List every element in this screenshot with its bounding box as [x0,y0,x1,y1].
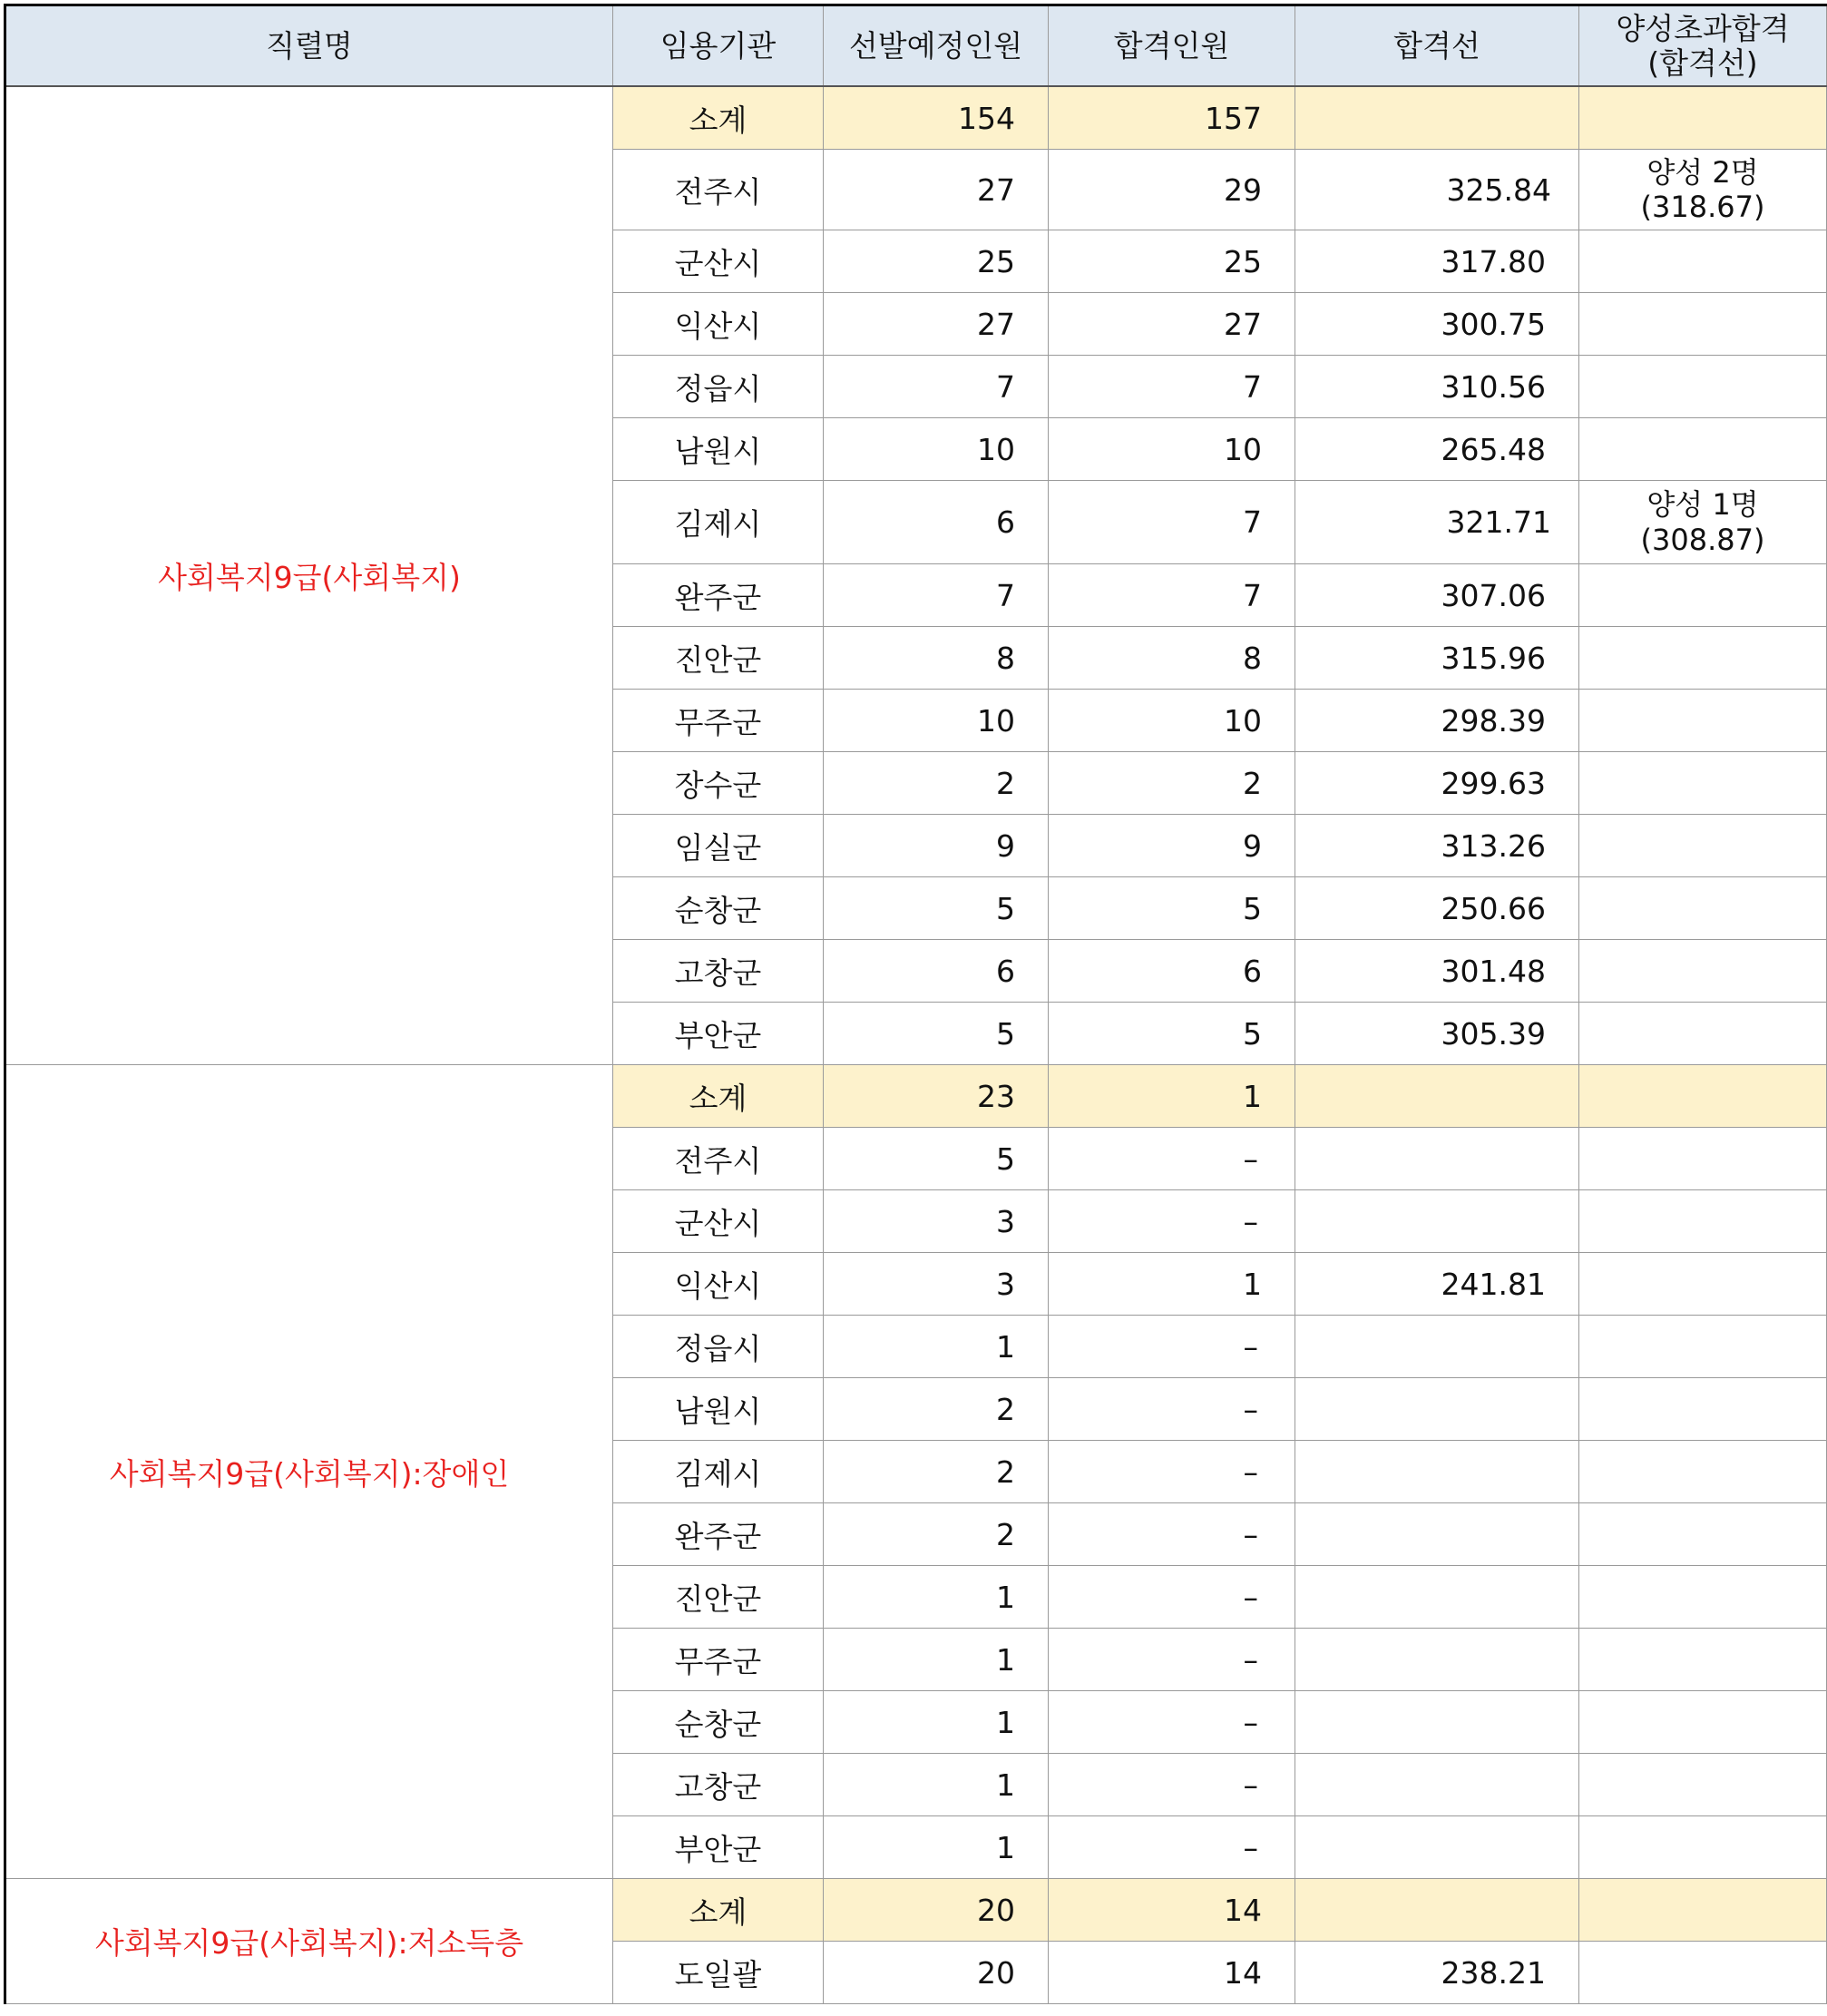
agency-cell: 익산시 [613,293,824,356]
header-position: 직렬명 [5,5,613,87]
agency-cell: 부안군 [613,1816,824,1879]
agency-cell: 정읍시 [613,1316,824,1378]
note-cell [1579,1441,1827,1503]
agency-cell: 남원시 [613,418,824,481]
planned-cell: 3 [824,1253,1049,1316]
header-excess-line2: (합격선) [1647,44,1758,81]
note-cell [1579,690,1827,752]
planned-cell: 20 [824,1942,1049,2004]
agency-cell: 군산시 [613,1190,824,1253]
passed-cell: – [1049,1128,1295,1190]
subtotal-note [1579,1879,1827,1942]
group-name: 사회복지9급(사회복지):장애인 [5,1065,613,1879]
passed-cell: 14 [1049,1942,1295,2004]
subtotal-row [5,1065,1827,1128]
note-cell [1579,1691,1827,1754]
note-cell [1579,877,1827,940]
passed-cell: – [1049,1503,1295,1566]
planned-cell: 10 [824,418,1049,481]
passed-cell: – [1049,1754,1295,1816]
planned-cell: 8 [824,627,1049,690]
cutoff-cell: 265.48 [1295,418,1579,481]
passed-cell: – [1049,1441,1295,1503]
planned-cell: 5 [824,1003,1049,1065]
cutoff-cell: 298.39 [1295,690,1579,752]
header-excess [1579,5,1827,87]
cutoff-cell: 325.84 [1295,150,1579,230]
results-table [4,4,1827,2004]
agency-cell: 장수군 [613,752,824,815]
passed-cell: 27 [1049,293,1295,356]
agency-cell: 무주군 [613,1629,824,1691]
cutoff-cell [1295,1190,1579,1253]
agency-cell: 김제시 [613,1441,824,1503]
note-cell [1579,1316,1827,1378]
passed-cell: 8 [1049,627,1295,690]
cutoff-cell: 250.66 [1295,877,1579,940]
passed-cell: 29 [1049,150,1295,230]
agency-cell: 김제시 [613,481,824,564]
agency-cell: 정읍시 [613,356,824,418]
passed-cell: – [1049,1691,1295,1754]
planned-cell: 2 [824,752,1049,815]
header-row [5,5,1827,87]
cutoff-cell: 315.96 [1295,627,1579,690]
planned-cell: 27 [824,150,1049,230]
cutoff-cell [1295,1754,1579,1816]
planned-cell: 27 [824,293,1049,356]
agency-cell: 전주시 [613,1128,824,1190]
agency-cell: 도일괄 [613,1942,824,2004]
passed-cell: 2 [1049,752,1295,815]
note-cell [1579,1816,1827,1879]
agency-cell: 순창군 [613,877,824,940]
subtotal-planned: 154 [824,86,1049,150]
cutoff-cell: 241.81 [1295,1253,1579,1316]
planned-cell: 2 [824,1441,1049,1503]
note-cell [1579,150,1827,230]
subtotal-passed: 14 [1049,1879,1295,1942]
cutoff-cell [1295,1566,1579,1629]
subtotal-passed: 157 [1049,86,1295,150]
cutoff-cell [1295,1816,1579,1879]
header-planned: 선발예정인원 [824,5,1049,87]
note-cell [1579,627,1827,690]
note-cell [1579,940,1827,1003]
note-cell [1579,815,1827,877]
agency-cell: 임실군 [613,815,824,877]
cutoff-cell [1295,1378,1579,1441]
cutoff-cell: 321.71 [1295,481,1579,564]
subtotal-cutoff [1295,86,1579,150]
cutoff-cell [1295,1629,1579,1691]
note-cell [1579,230,1827,293]
subtotal-cutoff [1295,1879,1579,1942]
note-line2: (318.67) [1640,190,1765,224]
group-name: 사회복지9급(사회복지):저소득층 [5,1879,613,2004]
passed-cell: – [1049,1816,1295,1879]
note-cell [1579,418,1827,481]
note-cell [1579,1253,1827,1316]
note-line1: 양성 2명 [1646,154,1759,190]
cutoff-cell: 299.63 [1295,752,1579,815]
passed-cell: 10 [1049,690,1295,752]
passed-cell: 1 [1049,1253,1295,1316]
planned-cell: 1 [824,1566,1049,1629]
planned-cell: 2 [824,1378,1049,1441]
planned-cell: 25 [824,230,1049,293]
passed-cell: 7 [1049,356,1295,418]
passed-cell: – [1049,1378,1295,1441]
agency-cell: 익산시 [613,1253,824,1316]
cutoff-cell [1295,1316,1579,1378]
subtotal-label: 소계 [613,86,824,150]
cutoff-cell [1295,1441,1579,1503]
note-cell [1579,481,1827,564]
note-cell [1579,564,1827,627]
planned-cell: 1 [824,1754,1049,1816]
group-name: 사회복지9급(사회복지) [5,86,613,1065]
planned-cell: 7 [824,564,1049,627]
agency-cell: 전주시 [613,150,824,230]
cutoff-cell: 305.39 [1295,1003,1579,1065]
cutoff-cell: 300.75 [1295,293,1579,356]
agency-cell: 진안군 [613,1566,824,1629]
planned-cell: 9 [824,815,1049,877]
cutoff-cell: 238.21 [1295,1942,1579,2004]
subtotal-planned: 23 [824,1065,1049,1128]
passed-cell: 10 [1049,418,1295,481]
note-cell [1579,752,1827,815]
note-cell [1579,1629,1827,1691]
note-cell [1579,356,1827,418]
agency-cell: 진안군 [613,627,824,690]
agency-cell: 완주군 [613,1503,824,1566]
subtotal-note [1579,86,1827,150]
agency-cell: 남원시 [613,1378,824,1441]
passed-cell: 7 [1049,564,1295,627]
header-agency: 임용기관 [613,5,824,87]
agency-cell: 완주군 [613,564,824,627]
passed-cell: 5 [1049,877,1295,940]
planned-cell: 1 [824,1629,1049,1691]
subtotal-cutoff [1295,1065,1579,1128]
note-cell [1579,1378,1827,1441]
note-line2: (308.87) [1640,522,1765,557]
note-cell [1579,1128,1827,1190]
planned-cell: 3 [824,1190,1049,1253]
agency-cell: 고창군 [613,940,824,1003]
passed-cell: – [1049,1566,1295,1629]
passed-cell: – [1049,1316,1295,1378]
passed-cell: 7 [1049,481,1295,564]
note-cell [1579,1003,1827,1065]
agency-cell: 순창군 [613,1691,824,1754]
cutoff-cell: 310.56 [1295,356,1579,418]
subtotal-row [5,1879,1827,1942]
header-excess-line1: 양성초과합격 [1616,10,1790,46]
passed-cell: 9 [1049,815,1295,877]
planned-cell: 5 [824,1128,1049,1190]
agency-cell: 고창군 [613,1754,824,1816]
cutoff-cell: 307.06 [1295,564,1579,627]
cutoff-cell [1295,1691,1579,1754]
cutoff-cell: 317.80 [1295,230,1579,293]
passed-cell: 6 [1049,940,1295,1003]
passed-cell: 25 [1049,230,1295,293]
cutoff-cell: 301.48 [1295,940,1579,1003]
note-cell [1579,1754,1827,1816]
agency-cell: 군산시 [613,230,824,293]
note-cell [1579,1942,1827,2004]
note-cell [1579,1503,1827,1566]
planned-cell: 7 [824,356,1049,418]
agency-cell: 부안군 [613,1003,824,1065]
planned-cell: 10 [824,690,1049,752]
subtotal-note [1579,1065,1827,1128]
passed-cell: – [1049,1629,1295,1691]
planned-cell: 2 [824,1503,1049,1566]
passed-cell: 5 [1049,1003,1295,1065]
subtotal-planned: 20 [824,1879,1049,1942]
subtotal-label: 소계 [613,1065,824,1128]
note-cell [1579,1566,1827,1629]
passed-cell: – [1049,1190,1295,1253]
cutoff-cell: 313.26 [1295,815,1579,877]
planned-cell: 6 [824,481,1049,564]
agency-cell: 무주군 [613,690,824,752]
subtotal-passed: 1 [1049,1065,1295,1128]
header-passed: 합격인원 [1049,5,1295,87]
cutoff-cell [1295,1503,1579,1566]
planned-cell: 1 [824,1316,1049,1378]
note-cell [1579,293,1827,356]
planned-cell: 6 [824,940,1049,1003]
cutoff-cell [1295,1128,1579,1190]
header-cutoff: 합격선 [1295,5,1579,87]
subtotal-label: 소계 [613,1879,824,1942]
planned-cell: 1 [824,1816,1049,1879]
planned-cell: 1 [824,1691,1049,1754]
note-line1: 양성 1명 [1646,487,1759,523]
planned-cell: 5 [824,877,1049,940]
note-cell [1579,1190,1827,1253]
subtotal-row [5,86,1827,150]
